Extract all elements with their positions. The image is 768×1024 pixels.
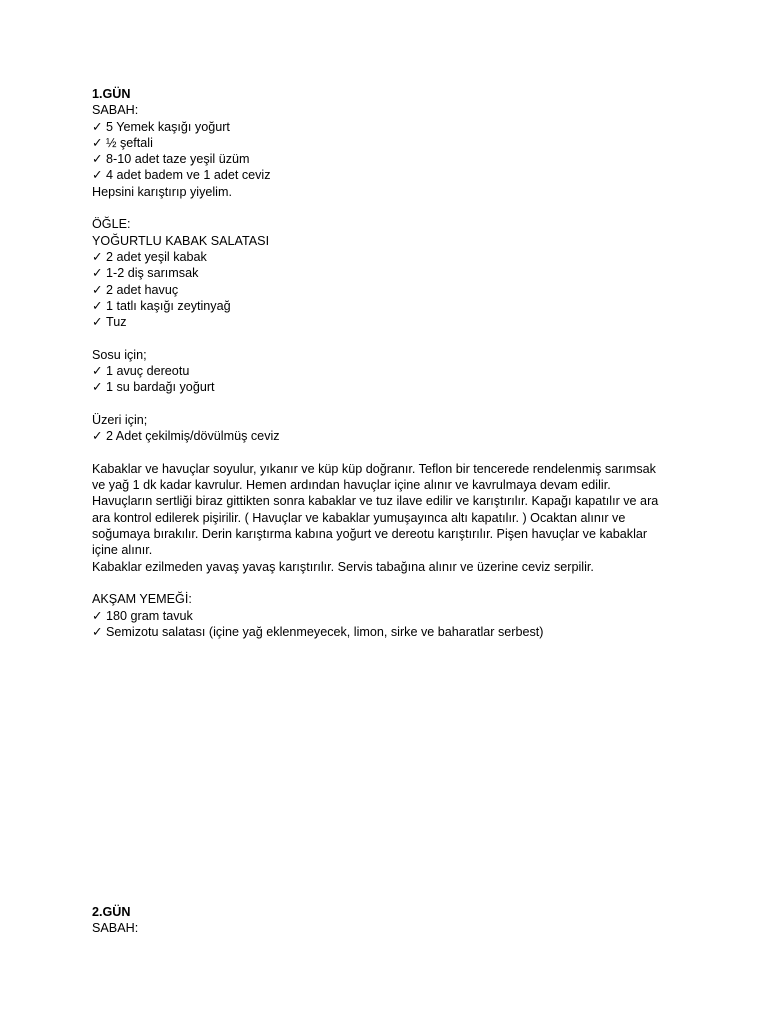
spacer [92, 396, 682, 412]
lunch-heading: ÖĞLE: [92, 217, 131, 232]
breakfast-heading: SABAH: [92, 103, 139, 118]
list-item: ✓ 1 tatlı kaşığı zeytinyağ [92, 298, 231, 313]
check-icon: ✓ [92, 135, 103, 150]
topping-heading: Üzeri için; [92, 412, 148, 427]
check-icon: ✓ [92, 608, 103, 623]
list-item: ✓ Semizotu salatası (içine yağ eklenmeyecek, limon, sirke ve baharatlar serbest) [92, 624, 544, 639]
list-item: ✓ 2 Adet çekilmiş/dövülmüş ceviz [92, 429, 280, 444]
check-icon: ✓ [92, 624, 103, 639]
instruction-line: içine alınır. [92, 543, 153, 558]
spacer [92, 445, 682, 461]
list-item: ✓ 4 adet badem ve 1 adet ceviz [92, 168, 271, 183]
dinner-heading: AKŞAM YEMEĞİ: [92, 592, 192, 607]
day2-title: 2.GÜN [92, 905, 131, 919]
instruction-line: soğumaya bırakılır. Derin karıştırma kabına yoğurt ve dereotu karıştırılır. Pişen havuçlar ve kabaklar [92, 527, 648, 542]
day2-section [92, 904, 682, 937]
list-item: ✓ 180 gram tavuk [92, 608, 193, 623]
spacer [92, 330, 682, 346]
sauce-heading: Sosu için; [92, 347, 147, 362]
check-icon: ✓ [92, 266, 103, 281]
list-item: ✓ 2 adet havuç [92, 282, 179, 297]
spacer [92, 200, 682, 216]
document-page [92, 86, 682, 640]
recipe-instructions [92, 461, 682, 575]
check-icon: ✓ [92, 168, 103, 183]
instruction-line: Havuçların sertliği biraz gittikten sonra kabaklar ve tuz ilave edilir ve karıştırılır. Kapağı kapatılır ve ara [92, 494, 659, 509]
lunch-ingredient-list [92, 249, 682, 330]
spacer [92, 575, 682, 591]
list-item: ✓ 1 avuç dereotu [92, 364, 190, 379]
day2-breakfast-heading: SABAH: [92, 921, 139, 936]
check-icon: ✓ [92, 282, 103, 297]
instruction-line: ara kontrol edilerek pişirilir. ( Havuçlar ve kabaklar yumuşayınca altı kapatılır. ) Ocaktan alınır ve [92, 510, 626, 525]
check-icon: ✓ [92, 152, 103, 167]
check-icon: ✓ [92, 380, 103, 395]
instruction-line: ve yağ 1 dk kadar kavrulur. Hemen ardından havuçlar içine alınır ve kavrulmaya devam edilir. [92, 478, 611, 493]
instruction-line: Kabaklar ve havuçlar soyulur, yıkanır ve küp küp doğranır. Teflon bir tencerede rendelenmiş sarımsak [92, 461, 656, 476]
list-item: ✓ ½ şeftali [92, 135, 153, 150]
check-icon: ✓ [92, 249, 103, 264]
breakfast-list [92, 119, 682, 184]
check-icon: ✓ [92, 119, 103, 134]
check-icon: ✓ [92, 315, 103, 330]
check-icon: ✓ [92, 364, 103, 379]
topping-list [92, 428, 682, 444]
check-icon: ✓ [92, 298, 103, 313]
list-item: ✓ 1-2 diş sarımsak [92, 266, 199, 281]
breakfast-note: Hepsini karıştırıp yiyelim. [92, 184, 232, 199]
list-item: ✓ 8-10 adet taze yeşil üzüm [92, 152, 250, 167]
lunch-dish-title: YOĞURTLU KABAK SALATASI [92, 233, 270, 248]
list-item: ✓ Tuz [92, 315, 127, 330]
day1-title: 1.GÜN [92, 87, 131, 101]
list-item: ✓ 5 Yemek kaşığı yoğurt [92, 119, 230, 134]
list-item: ✓ 2 adet yeşil kabak [92, 249, 207, 264]
instruction-line: Kabaklar ezilmeden yavaş yavaş karıştırılır. Servis tabağına alınır ve üzerine ceviz serpilir. [92, 559, 594, 574]
check-icon: ✓ [92, 429, 103, 444]
sauce-list [92, 363, 682, 396]
dinner-list [92, 608, 682, 641]
list-item: ✓ 1 su bardağı yoğurt [92, 380, 215, 395]
